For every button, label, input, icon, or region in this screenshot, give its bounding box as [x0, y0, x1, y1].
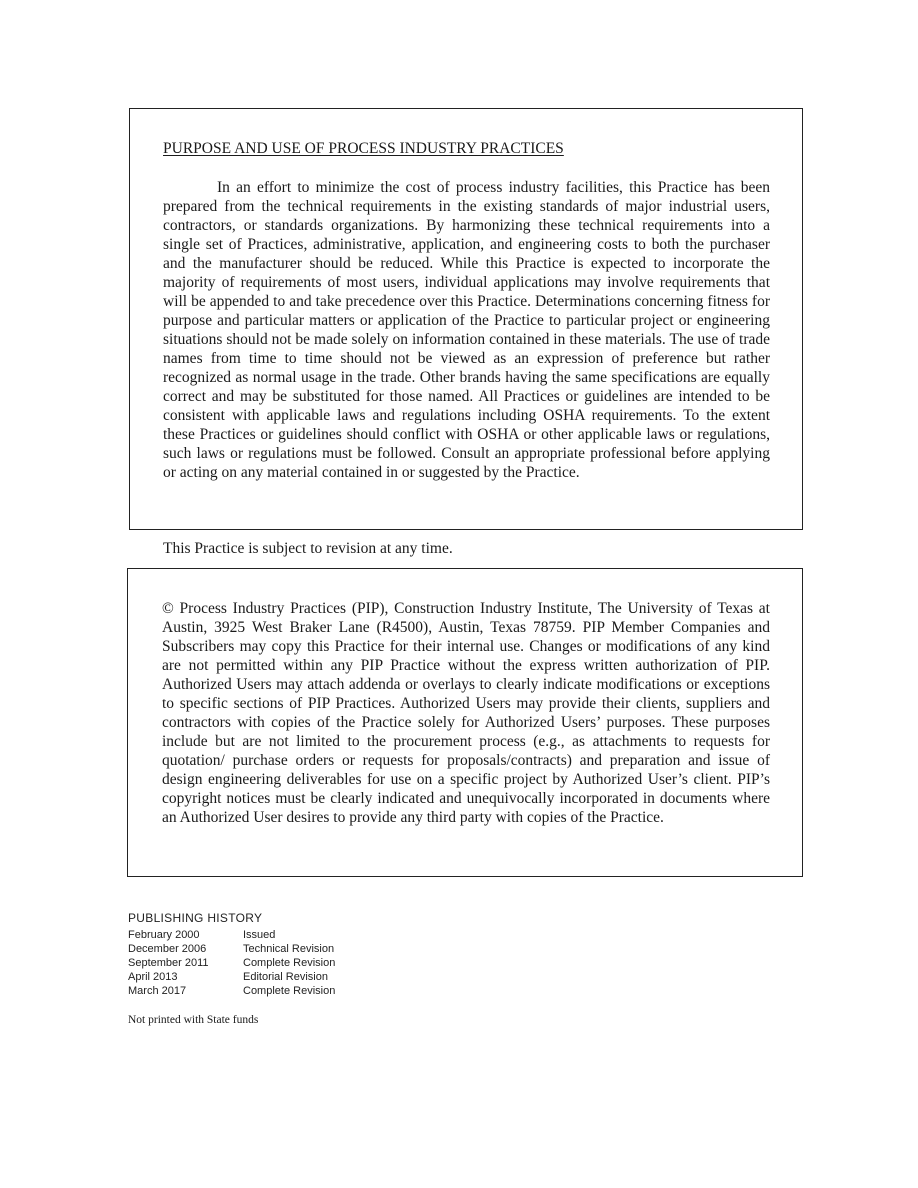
history-row	[128, 970, 335, 984]
history-event: Technical Revision	[243, 943, 335, 955]
history-date: March 2017	[128, 985, 187, 997]
purpose-paragraph: In an effort to minimize the cost of process industry facilities, this Practice has been prepared from the technical requirements in the existing standards of major industrial users, contractors, or standards organizations. By harmonizing these technical requirements into a single set of Practices, administrative, application, and engineering costs to both the purchaser and the manufacturer should be reduced. While this Practice is expected to incorporate the majority of requirements of most users, individual applications may involve requirements that will be appended to and take precedence over this Practice. Determinations concerning fitness for purpose and particular matters or application of the Practice to particular project or engineering situations should not be made solely on information contained in these materials. The use of trade names from time to time should not be viewed as an expression of preference but rather recognized as normal usage in the trade. Other brands having the same specifications are equally correct and may be substituted for those named. All Practices or guidelines are intended to be consistent with applicable laws and regulations including OSHA requirements. To the extent these Practices or guidelines should conflict with OSHA or other applicable laws or regulations, such laws or regulations must be followed. Consult an appropriate professional before applying or acting on any material contained in or suggested by the Practice.	[163, 179, 770, 481]
history-row	[128, 984, 335, 998]
copyright-box	[127, 568, 803, 877]
purpose-box	[129, 108, 803, 530]
publishing-history-title: PUBLISHING HISTORY	[128, 911, 263, 925]
history-event: Editorial Revision	[243, 971, 328, 983]
publishing-history	[128, 911, 335, 998]
history-row	[128, 956, 335, 970]
history-date: February 2000	[128, 929, 200, 941]
history-row	[128, 928, 335, 942]
copyright-paragraph: © Process Industry Practices (PIP), Construction Industry Institute, The University of Texas at Austin, 3925 West Braker Lane (R4500), Austin, Texas 78759. PIP Member Companies and Subscribers may copy this Practice for their internal use. Changes or modifications of any kind are not permitted within any PIP Practice without the express written authorization of PIP. Authorized Users may attach addenda or overlays to clearly indicate modifications or exceptions to specific sections of PIP Practices. Authorized Users may provide their clients, suppliers and contractors with copies of the Practice solely for Authorized Users’ purposes. These purposes include but are not limited to the procurement process (e.g., as attachments to requests for quotation/ purchase orders or requests for proposals/contracts) and preparation and issue of design engineering deliverables for use on a specific project by Authorized User’s client. PIP’s copyright notices must be clearly indicated and unequivocally incorporated in documents where an Authorized User desires to provide any third party with copies of the Practice.	[162, 600, 770, 826]
revision-note: This Practice is subject to revision at any time.	[163, 540, 453, 557]
history-date: December 2006	[128, 943, 207, 955]
history-date: September 2011	[128, 957, 209, 969]
history-event: Issued	[243, 929, 276, 941]
history-date: April 2013	[128, 971, 178, 983]
history-row	[128, 942, 335, 956]
purpose-heading: PURPOSE AND USE OF PROCESS INDUSTRY PRACTICES	[163, 140, 564, 157]
funds-note: Not printed with State funds	[128, 1014, 259, 1026]
history-event: Complete Revision	[243, 957, 336, 969]
history-event: Complete Revision	[243, 985, 336, 997]
